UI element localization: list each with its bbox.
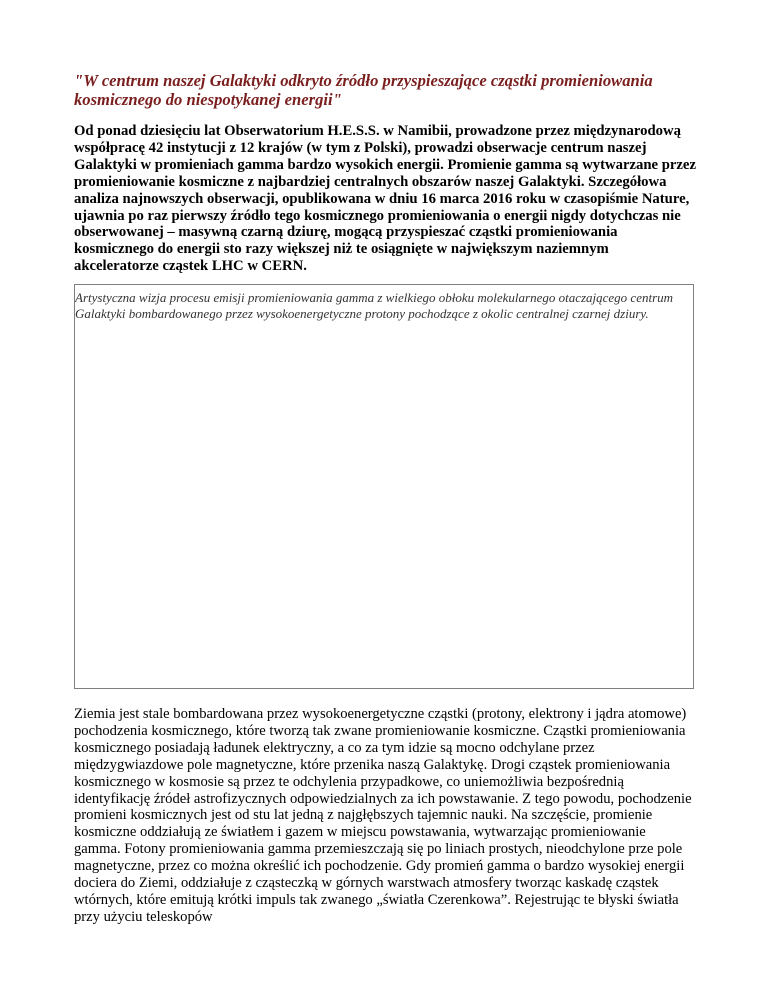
- article-title: "W centrum naszej Galaktyki odkryto źródło przyspieszające cząstki promieniowania kosmicznego do niespotykanej energii": [74, 71, 653, 109]
- article-body-paragraph: Ziemia jest stale bombardowana przez wysokoenergetyczne cząstki (protony, elektrony i jądra atomowe) pochodzenia kosmicznego, które tworzą tak zwane promieniowanie kosmiczne. Cząstki promieniowania kosmicznego posiadają ładunek elektryczny, a co za tym idzie są mocno odchylane przez międzygwiazdowe pole magnetyczne, które przenika naszą Galaktykę. Drogi cząstek promieniowania kosmicznego w kosmosie są przez te odchylenia przypadkowe, co uniemożliwia bezpośrednią identyfikację źródeł astrofizycznych odpowiedzialnych za ich powstawanie. Z tego powodu, pochodzenie promieni kosmicznych jest od stu lat jedną z najgłębszych tajemnic nauki. Na szczęście, promienie kosmiczne oddziałują ze światłem i gazem w miejscu powstawania, wytwarzając promieniowanie gamma. Fotony promieniowania gamma przemieszczają się po liniach prostych, nieodchylone prze pole magnetyczne, przez co można określić ich pochodzenie. Gdy promień gamma o bardzo wysokiej energii dociera do Ziemi, oddziałuje z cząsteczką w górnych warstwach atmosfery tworząc kaskadę cząstek wtórnych, które emitują krótki impuls tak zwanego „światła Czerenkowa”. Rejestrując te błyski światła przy użyciu teleskopów: [74, 706, 692, 925]
- figure-caption: Artystyczna wizja procesu emisji promieniowania gamma z wielkiego obłoku molekularnego otaczającego centrum Galaktyki bombardowanego przez wysokoenergetyczne protony pochodzące z okolic centralnej czarnej dziury.: [75, 290, 674, 322]
- figure-frame: [74, 284, 694, 689]
- article-lead-paragraph: Od ponad dziesięciu lat Obserwatorium H.E.S.S. w Namibii, prowadzone przez międzynarodową współpracę 42 instytucji z 12 krajów (w tym z Polski), prowadzi obserwacje centrum naszej Galaktyki w promieniach gamma bardzo wysokich energii. Promienie gamma są wytwarzane przez promieniowanie kosmiczne z najbardziej centralnych obszarów naszej Galaktyki. Szczegółowa analiza najnowszych obserwacji, opublikowana w dniu 16 marca 2016 roku w czasopiśmie Nature, ujawnia po raz pierwszy źródło tego kosmicznego promieniowania o energii nigdy dotychczas nie obserwowanej – masywną czarną dziurę, mogącą przyspieszać cząstki promieniowania kosmicznego do energii sto razy większej niż te osiągnięte w największym naziemnym akceleratorze cząstek LHC w CERN.: [74, 123, 696, 275]
